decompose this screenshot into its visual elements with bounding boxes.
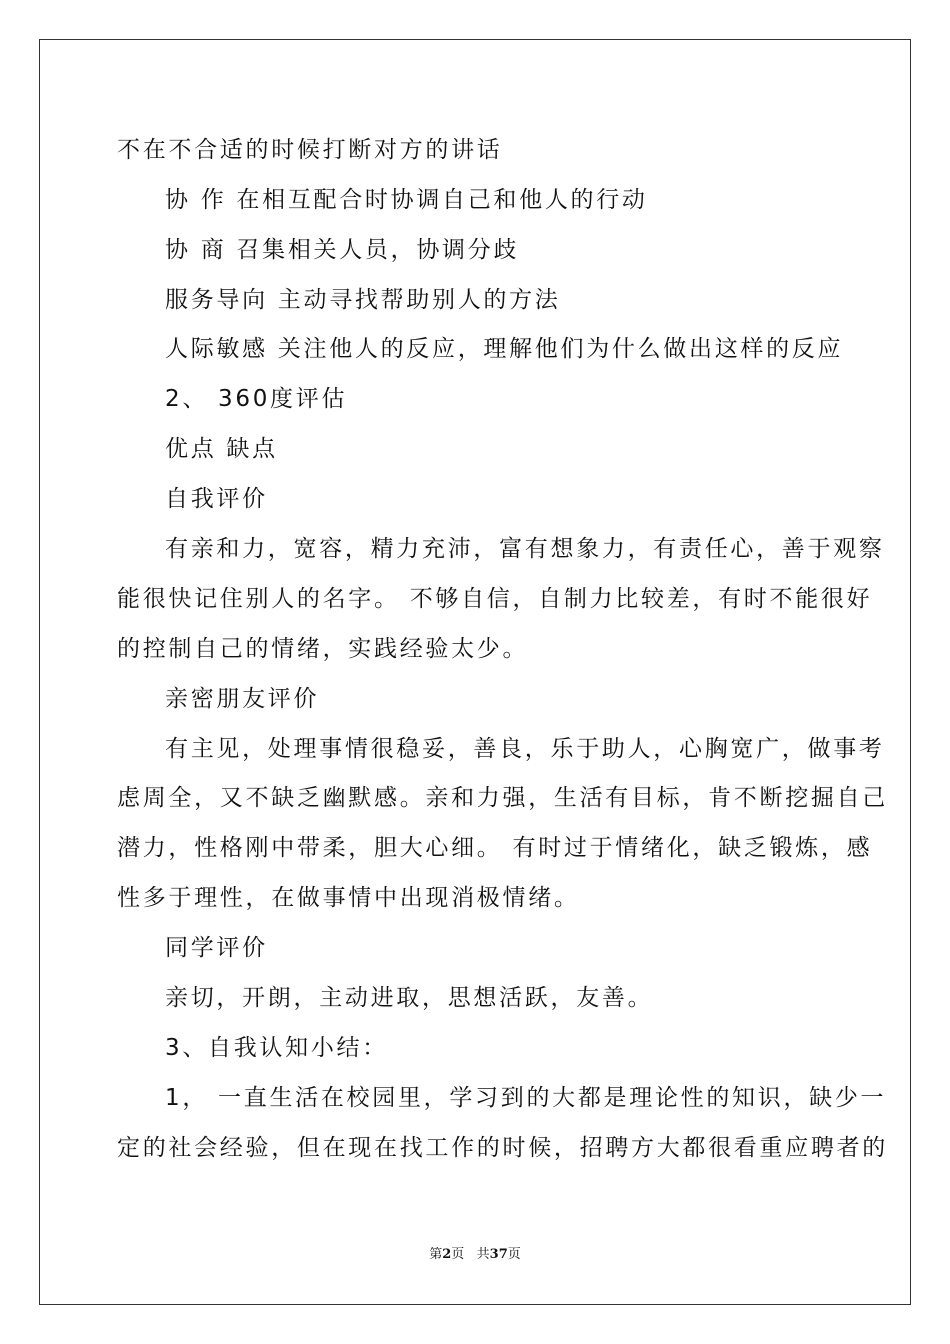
footer-mid: 页 共: [451, 1247, 490, 1262]
text-line: 能很快记住别人的名字。 不够自信，自制力比较差，有时不能很好: [117, 586, 873, 612]
text-line: 虑周全，又不缺乏幽默感。亲和力强，生活有目标，肯不断挖掘自己: [117, 785, 888, 811]
text-line: 服务导向 主动寻找帮助别人的方法: [165, 287, 561, 313]
text-line: 定的社会经验，但在现在找工作的时候，招聘方大都很看重应聘者的: [117, 1135, 888, 1161]
text-line: 协 商 召集相关人员，协调分歧: [165, 237, 520, 263]
text-line: 人际敏感 关注他人的反应，理解他们为什么做出这样的反应: [165, 336, 844, 362]
total-pages-number: 37: [489, 1247, 508, 1262]
text-line: 亲密朋友评价: [165, 686, 320, 712]
footer-suffix: 页: [507, 1247, 521, 1262]
text-line: 有亲和力，宽容，精力充沛，富有想象力，有责任心，善于观察: [165, 536, 885, 562]
page-footer: [0, 1243, 950, 1262]
footer-prefix: 第: [429, 1247, 443, 1262]
text-line: 3、自我认知小结：: [165, 1035, 388, 1061]
page-border: [39, 39, 911, 1305]
text-line: 优点 缺点: [165, 436, 278, 462]
text-line: 潜力，性格刚中带柔，胆大心细。 有时过于情绪化，缺乏锻炼，感: [117, 835, 873, 861]
text-line: 2、 360度评估: [165, 386, 348, 412]
text-line: 性多于理性，在做事情中出现消极情绪。: [117, 885, 580, 911]
text-line: 不在不合适的时候打断对方的讲话: [117, 137, 503, 163]
text-line: 自我评价: [165, 486, 268, 512]
text-line: 亲切，开朗，主动进取，思想活跃，友善。: [165, 985, 654, 1011]
current-page-number: 2: [442, 1247, 452, 1262]
text-line: 同学评价: [165, 935, 268, 961]
text-line: 1， 一直生活在校园里，学习到的大都是理论性的知识，缺少一: [165, 1085, 887, 1111]
text-line: 有主见，处理事情很稳妥，善良，乐于助人，心胸宽广，做事考: [165, 736, 885, 762]
text-line: 协 作 在相互配合时协调自己和他人的行动: [165, 187, 648, 213]
text-line: 的控制自己的情绪，实践经验太少。: [117, 636, 529, 662]
